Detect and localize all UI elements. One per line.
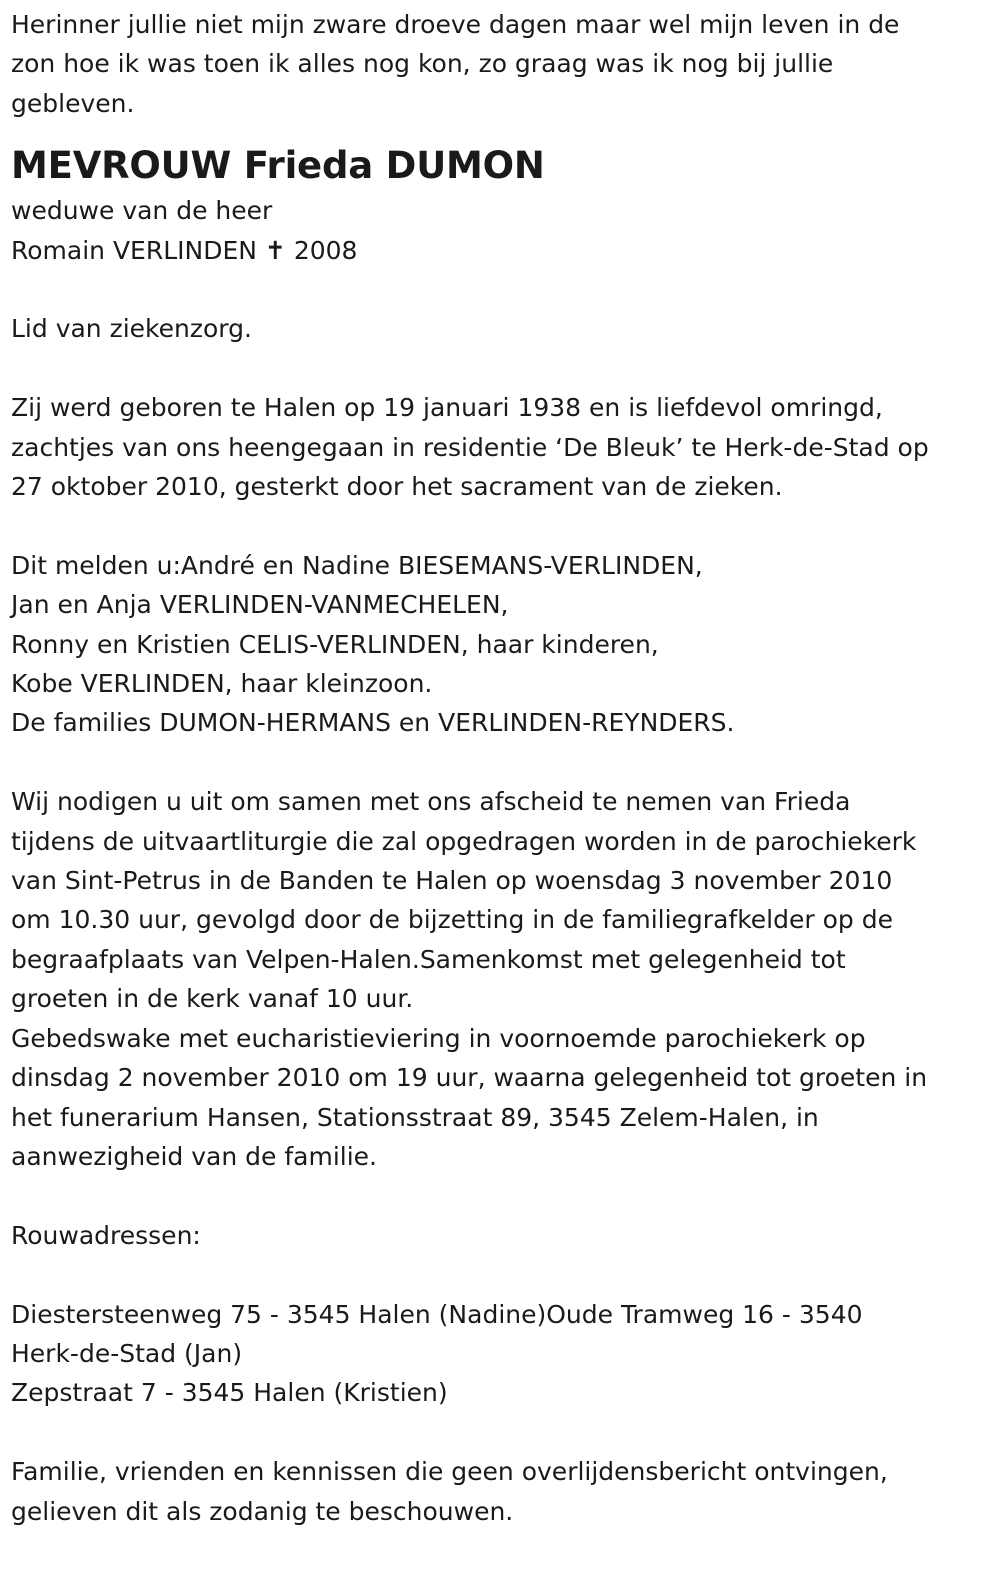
poem-line: zon hoe ik was toen ik alles nog kon, zo graag was ik nog bij jullie [11,49,834,79]
poem-line: gebleven. [11,88,135,118]
membership-paragraph [11,309,986,348]
funeral-line: aanwezigheid van de familie. [11,1141,377,1171]
announcer-line: Kobe VERLINDEN, haar kleinzoon. [11,669,433,699]
deceased-name: MEVROUW Frieda DUMON [11,144,545,188]
closing-line: gelieven dit als zodanig te beschouwen. [11,1496,514,1526]
funeral-line: Wij nodigen u uit om samen met ons afscheid te nemen van Frieda [11,787,851,817]
closing-line: Familie, vrienden en kennissen die geen overlijdensbericht ontvingen, [11,1457,888,1487]
poem-line: Herinner jullie niet mijn zware droeve dagen maar wel mijn leven in de [11,10,900,39]
announcer-line: De families DUMON-HERMANS en VERLINDEN-REYNDERS. [11,708,735,738]
birth-death-line: zachtjes van ons heengegaan in residentie ‘De Bleuk’ te Herk-de-Stad op [11,432,929,462]
closing-paragraph [11,1452,986,1531]
poem-paragraph [11,5,986,123]
funeral-line: begraafplaats van Velpen-Halen.Samenkomst met gelegenheid tot [11,944,846,974]
announcer-line: Jan en Anja VERLINDEN-VANMECHELEN, [11,590,509,620]
addresses-heading [11,1216,986,1255]
addresses-paragraph [11,1295,986,1413]
birth-death-line: Zij werd geboren te Halen op 19 januari 1938 en is liefdevol omringd, [11,393,883,423]
address-line: Diestersteenweg 75 - 3545 Halen (Nadine)Oude Tramweg 16 - 3540 [11,1299,863,1329]
announcers-paragraph [11,546,986,743]
address-line: Herk-de-Stad (Jan) [11,1338,243,1368]
funeral-line: tijdens de uitvaartliturgie die zal opgedragen worden in de parochiekerk [11,826,917,856]
funeral-line: van Sint-Petrus in de Banden te Halen op woensdag 3 november 2010 [11,866,893,896]
funeral-line: Gebedswake met eucharistieviering in voornoemde parochiekerk op [11,1023,866,1053]
widow-paragraph [11,191,986,270]
funeral-line: het funerarium Hansen, Stationsstraat 89, 3545 Zelem-Halen, in [11,1102,819,1132]
announcer-line: Ronny en Kristien CELIS-VERLINDEN, haar kinderen, [11,629,659,659]
addresses-heading-line: Rouwadressen: [11,1220,201,1250]
widow-line: weduwe van de heer [11,196,273,226]
membership-line: Lid van ziekenzorg. [11,314,252,344]
birth-death-line: 27 oktober 2010, gesterkt door het sacrament van de zieken. [11,472,783,502]
funeral-line: om 10.30 uur, gevolgd door de bijzetting in de familiegrafkelder op de [11,905,893,935]
announcer-line: Dit melden u:André en Nadine BIESEMANS-VERLINDEN, [11,550,703,580]
funeral-line: dinsdag 2 november 2010 om 19 uur, waarna gelegenheid tot groeten in [11,1063,928,1093]
spouse-line: Romain VERLINDEN ✝ 2008 [11,235,358,265]
obituary-document [11,5,986,1531]
address-line: Zepstraat 7 - 3545 Halen (Kristien) [11,1378,448,1408]
funeral-paragraph [11,782,986,1176]
funeral-line: groeten in de kerk vanaf 10 uur. [11,984,414,1014]
birth-death-paragraph [11,388,986,506]
